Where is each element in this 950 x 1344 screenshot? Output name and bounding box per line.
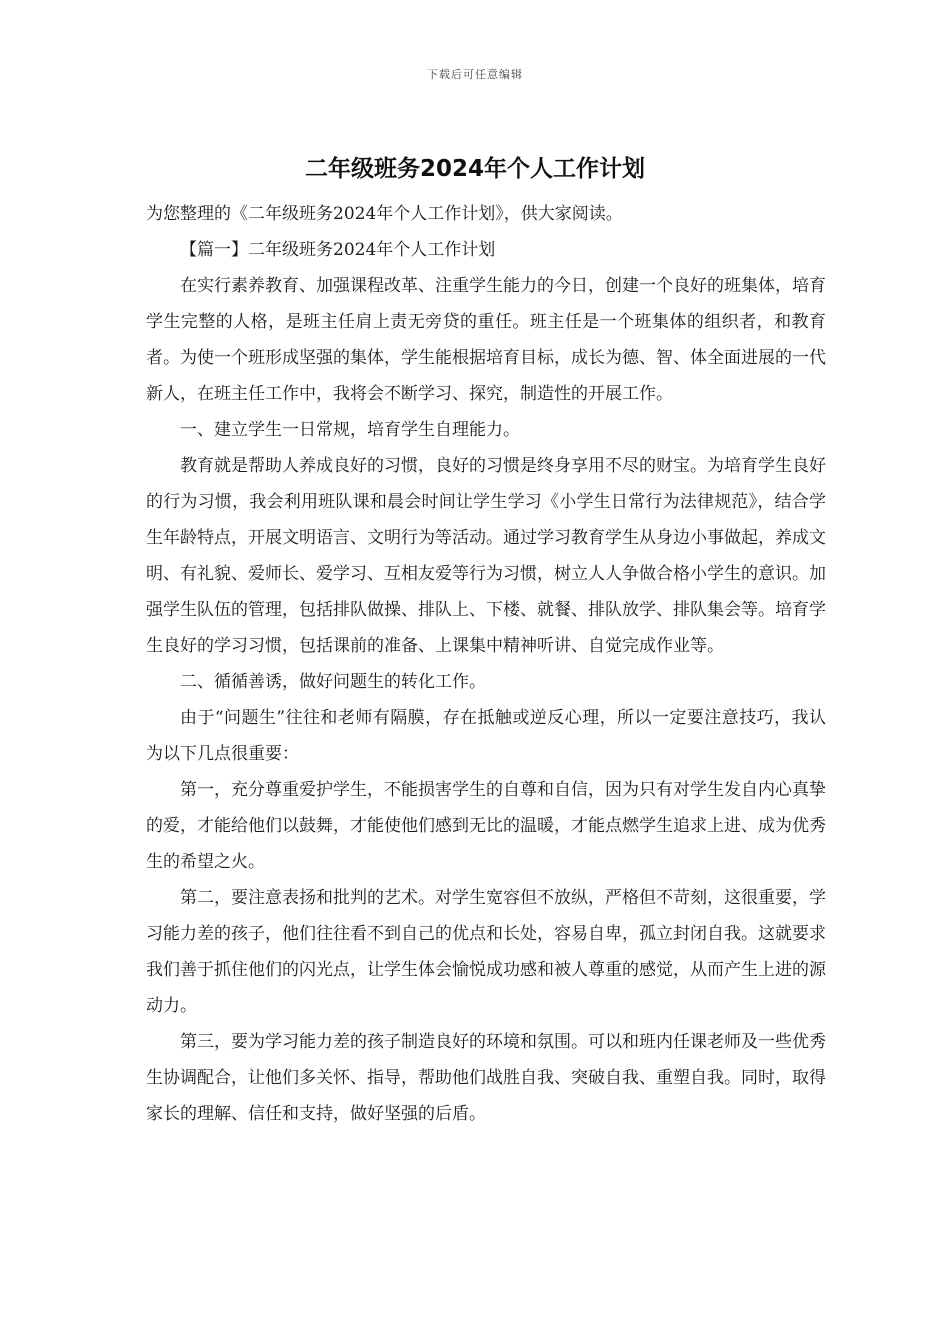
body-paragraph: 第二，要注意表扬和批判的艺术。对学生宽容但不放纵，严格但不苛刻，这很重要，学习能力差的孩子，他们往往看不到自己的优点和长处，容易自卑，孤立封闭自我。这就要求我们善于抓住他们的闪光点，让学生体会愉悦成功感和被人尊重的感觉，从而产生上进的源动力。 xyxy=(146,888,826,1016)
section-heading: 【篇一】二年级班务2024年个人工作计划 xyxy=(180,240,496,260)
body-paragraph: 由于“问题生”往往和老师有隔膜，存在抵触或逆反心理，所以一定要注意技巧，我认为以下几点很重要： xyxy=(146,708,826,764)
body-paragraph: 第一，充分尊重爱护学生，不能损害学生的自尊和自信，因为只有对学生发自内心真挚的爱，才能给他们以鼓舞，才能使他们感到无比的温暖，才能点燃学生追求上进、成为优秀生的希望之火。 xyxy=(146,780,826,872)
document-title: 二年级班务2024年个人工作计划 xyxy=(304,156,645,182)
header-note: 下载后可任意编辑 xyxy=(427,68,523,81)
document-body xyxy=(146,196,826,1132)
intro-paragraph: 为您整理的《二年级班务2024年个人工作计划》，供大家阅读。 xyxy=(146,204,623,224)
subheading-paragraph: 一、建立学生一日常规，培育学生自理能力。 xyxy=(180,420,520,440)
body-paragraph: 第三，要为学习能力差的孩子制造良好的环境和氛围。可以和班内任课老师及一些优秀生协调配合，让他们多关怀、指导，帮助他们战胜自我、突破自我、重塑自我。同时，取得家长的理解、信任和支持，做好坚强的后盾。 xyxy=(146,1032,826,1124)
body-paragraph: 教育就是帮助人养成良好的习惯，良好的习惯是终身享用不尽的财宝。为培育学生良好的行为习惯，我会利用班队课和晨会时间让学生学习《小学生日常行为法律规范》，结合学生年龄特点，开展文明语言、文明行为等活动。通过学习教育学生从身边小事做起，养成文明、有礼貌、爱师长、爱学习、互相友爱等行为习惯，树立人人争做合格小学生的意识。加强学生队伍的管理，包括排队做操、排队上、下楼、就餐、排队放学、排队集会等。培育学生良好的学习习惯，包括课前的准备、上课集中精神听讲、自觉完成作业等。 xyxy=(146,456,826,656)
subheading-paragraph: 二、循循善诱，做好问题生的转化工作。 xyxy=(180,672,486,692)
body-paragraph: 在实行素养教育、加强课程改革、注重学生能力的今日，创建一个良好的班集体，培育学生完整的人格，是班主任肩上责无旁贷的重任。班主任是一个班集体的组织者，和教育者。为使一个班形成坚强的集体，学生能根据培育目标，成长为德、智、体全面进展的一代新人，在班主任工作中，我将会不断学习、探究，制造性的开展工作。 xyxy=(146,276,826,404)
